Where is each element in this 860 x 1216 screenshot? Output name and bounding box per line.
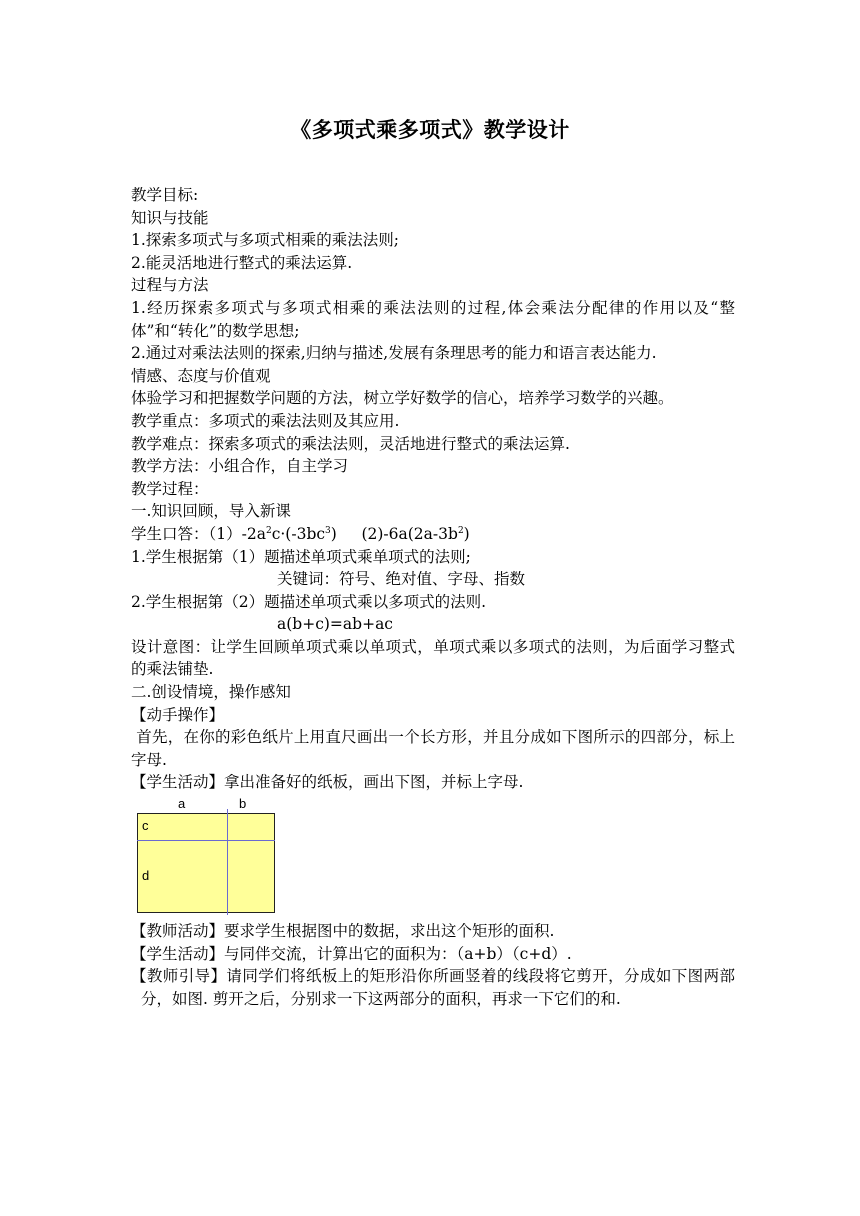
label-d: d: [142, 868, 150, 884]
process-item: 2.通过对乘法法则的探索,归纳与描述,发展有条理思考的能力和语言表达能力.: [131, 344, 657, 363]
step-item: 2.学生根据第（2）题描述单项式乘以多项式的法则.: [131, 592, 487, 611]
teacher-activity: 【教师活动】要求学生根据图中的数据，求出这个矩形的面积.: [131, 922, 555, 941]
oral-prefix: 学生口答：（1）-2a: [131, 524, 266, 543]
section-heading-objectives: 教学目标:: [131, 186, 199, 204]
document-title: 《多项式乘多项式》教学设计: [290, 118, 570, 142]
label-b: b: [239, 796, 247, 812]
oral-text: c·(-3bc: [271, 524, 326, 543]
hands-on-heading: 【动手操作】: [131, 705, 225, 724]
student-activity: 【学生活动】与同伴交流，计算出它的面积为：（a+b）（c+d）.: [131, 944, 572, 963]
exponent: 2: [265, 525, 272, 536]
attitude-text: 体验学习和把握数学问题的方法，树立学好数学的信心，培养学习数学的兴趣。: [131, 389, 674, 408]
objective-item: 1.探索多项式与多项式相乘的乘法法则;: [131, 231, 400, 250]
subheading-process: 过程与方法: [131, 276, 209, 295]
oral-answer-line: [131, 523, 735, 546]
diagram-horizontal-line: [137, 840, 275, 841]
formula-line: a(b+c)=ab+ac: [277, 615, 393, 634]
process-item: 1.经历探索多项式与多项式相乘的乘法法则的过程,体会乘法分配律的作用以及“整体”和“转化”的数学思想;: [131, 298, 735, 340]
section-heading-process: 教学过程：: [131, 479, 209, 498]
diagram-rectangle: [137, 813, 275, 913]
label-c: c: [142, 818, 149, 834]
part-two-heading: 二.创设情境，操作感知: [131, 683, 291, 702]
label-a: a: [178, 796, 186, 812]
subheading-knowledge: 知识与技能: [131, 208, 209, 227]
teaching-focus: 教学重点：多项式的乘法法则及其应用.: [131, 411, 400, 430]
exponent: 3: [325, 525, 331, 536]
exponent: 2: [457, 525, 464, 536]
teacher-guidance: 【教师引导】请同学们将纸板上的矩形沿你所画竖着的线段将它剪开，分成如下图两部分，如图. 剪开之后，分别求一下这两部分的面积，再求一下它们的和.: [131, 967, 735, 1008]
diagram-vertical-line: [227, 809, 228, 915]
hands-on-text: 首先，在你的彩色纸片上用直尺画出一个长方形，并且分成如下图所示的四部分，标上字母.: [131, 728, 735, 769]
part-one-heading: 一.知识回顾，导入新课: [131, 502, 291, 521]
subheading-attitude: 情感、态度与价值观: [131, 366, 271, 385]
teaching-method: 教学方法：小组合作，自主学习: [131, 457, 349, 476]
student-activity: 【学生活动】拿出准备好的纸板，画出下图，并标上字母.: [131, 773, 524, 792]
teaching-difficulty: 教学难点：探索多项式的乘法法则，灵活地进行整式的乘法运算.: [131, 434, 570, 453]
keywords-line: 关键词：符号、绝对值、字母、指数: [277, 570, 526, 589]
step-item: 1.学生根据第（1）题描述单项式乘单项式的法则;: [131, 547, 471, 566]
design-intent: 设计意图：让学生回顾单项式乘以单项式，单项式乘以多项式的法则，为后面学习整式的乘法铺垫.: [131, 637, 735, 679]
document-body: [131, 184, 735, 1010]
objective-item: 2.能灵活地进行整式的乘法运算.: [131, 253, 353, 272]
oral-text: ) (2)-6a(2a-3b: [330, 524, 458, 543]
rectangle-diagram: [135, 796, 295, 916]
oral-text: ): [463, 524, 470, 543]
